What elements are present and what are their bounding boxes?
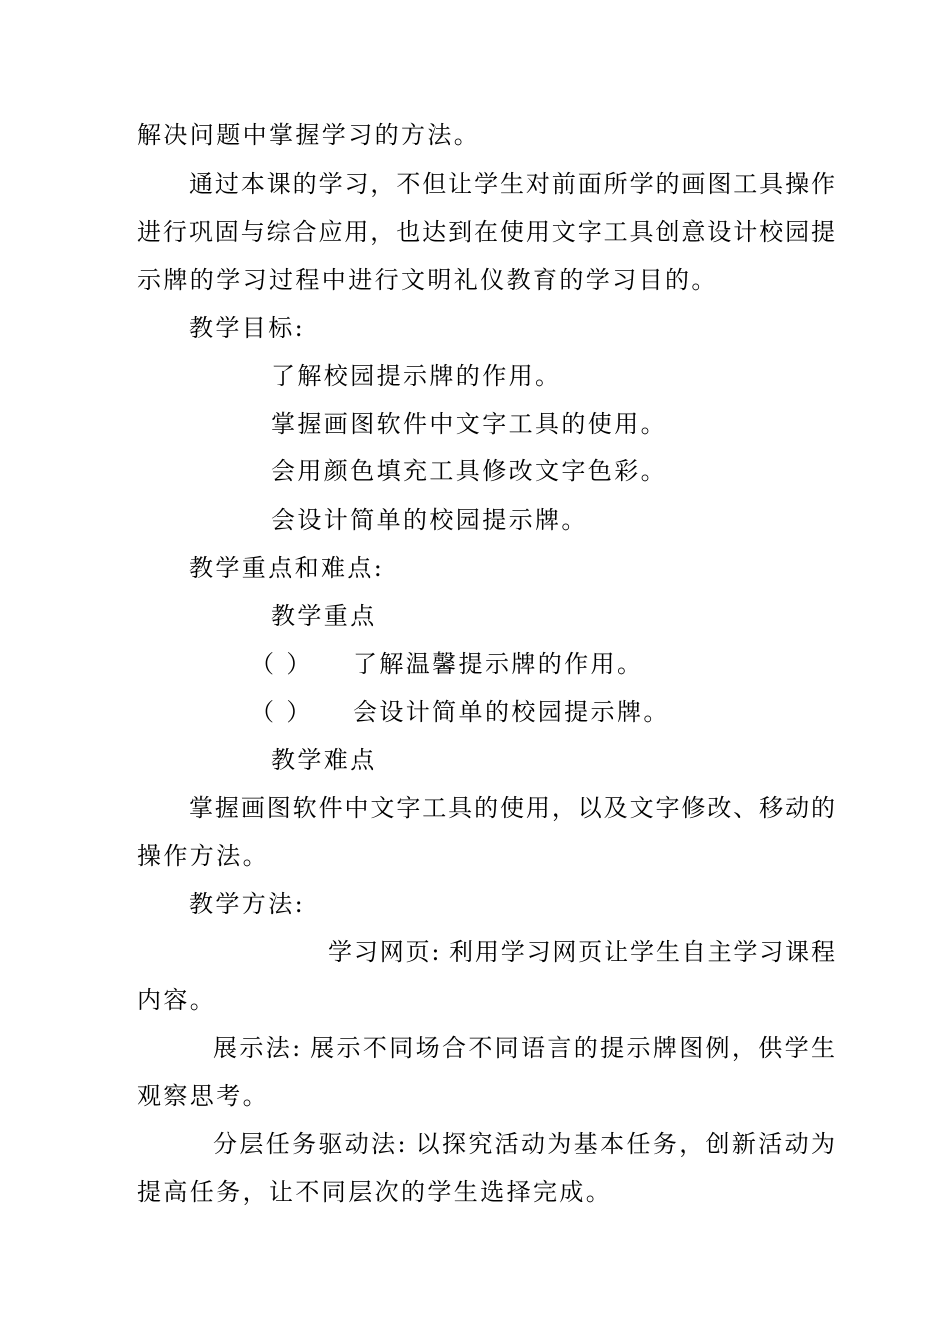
method-task-line-1: 分层任务驱动法: 以探究活动为基本任务，创新活动为 bbox=[213, 1130, 835, 1158]
method-display-line-1: 展示法: 展示不同场合不同语言的提示牌图例，供学生 bbox=[213, 1034, 835, 1062]
method-task-line-2: 提高任务，让不同层次的学生选择完成。 bbox=[137, 1178, 613, 1206]
text-line-3: 进行巩固与综合应用，也达到在使用文字工具创意设计校园提 bbox=[137, 218, 835, 246]
objective-item-2: 掌握画图软件中文字工具的使用。 bbox=[271, 410, 667, 438]
key-point-item-2: （ ） 会设计简单的校园提示牌。 bbox=[250, 698, 670, 726]
text-line-2: 通过本课的学习，不但让学生对前面所学的画图工具操作 bbox=[189, 170, 835, 198]
key-point-item-1: （ ） 了解温馨提示牌的作用。 bbox=[250, 650, 644, 678]
subheading-key-points: 教学重点 bbox=[271, 602, 377, 630]
objective-item-1: 了解校园提示牌的作用。 bbox=[271, 362, 562, 390]
text-line-difficult-1: 掌握画图软件中文字工具的使用，以及文字修改、移动的 bbox=[189, 794, 835, 822]
method-web-line-2: 内容。 bbox=[137, 986, 217, 1014]
section-heading-key-difficult: 教学重点和难点: bbox=[189, 554, 385, 582]
objective-item-4: 会设计简单的校园提示牌。 bbox=[271, 506, 588, 534]
section-heading-objectives: 教学目标: bbox=[189, 314, 306, 342]
section-heading-methods: 教学方法: bbox=[189, 890, 306, 918]
method-display-line-2: 观察思考。 bbox=[137, 1082, 269, 1110]
text-line-4: 示牌的学习过程中进行文明礼仪教育的学习目的。 bbox=[137, 266, 718, 294]
subheading-difficult-points: 教学难点 bbox=[271, 746, 377, 774]
text-line-difficult-2: 操作方法。 bbox=[137, 842, 269, 870]
text-line-1: 解决问题中掌握学习的方法。 bbox=[137, 121, 481, 149]
objective-item-3: 会用颜色填充工具修改文字色彩。 bbox=[271, 457, 667, 485]
method-web-line-1: 学习网页: 利用学习网页让学生自主学习课程 bbox=[328, 938, 835, 966]
